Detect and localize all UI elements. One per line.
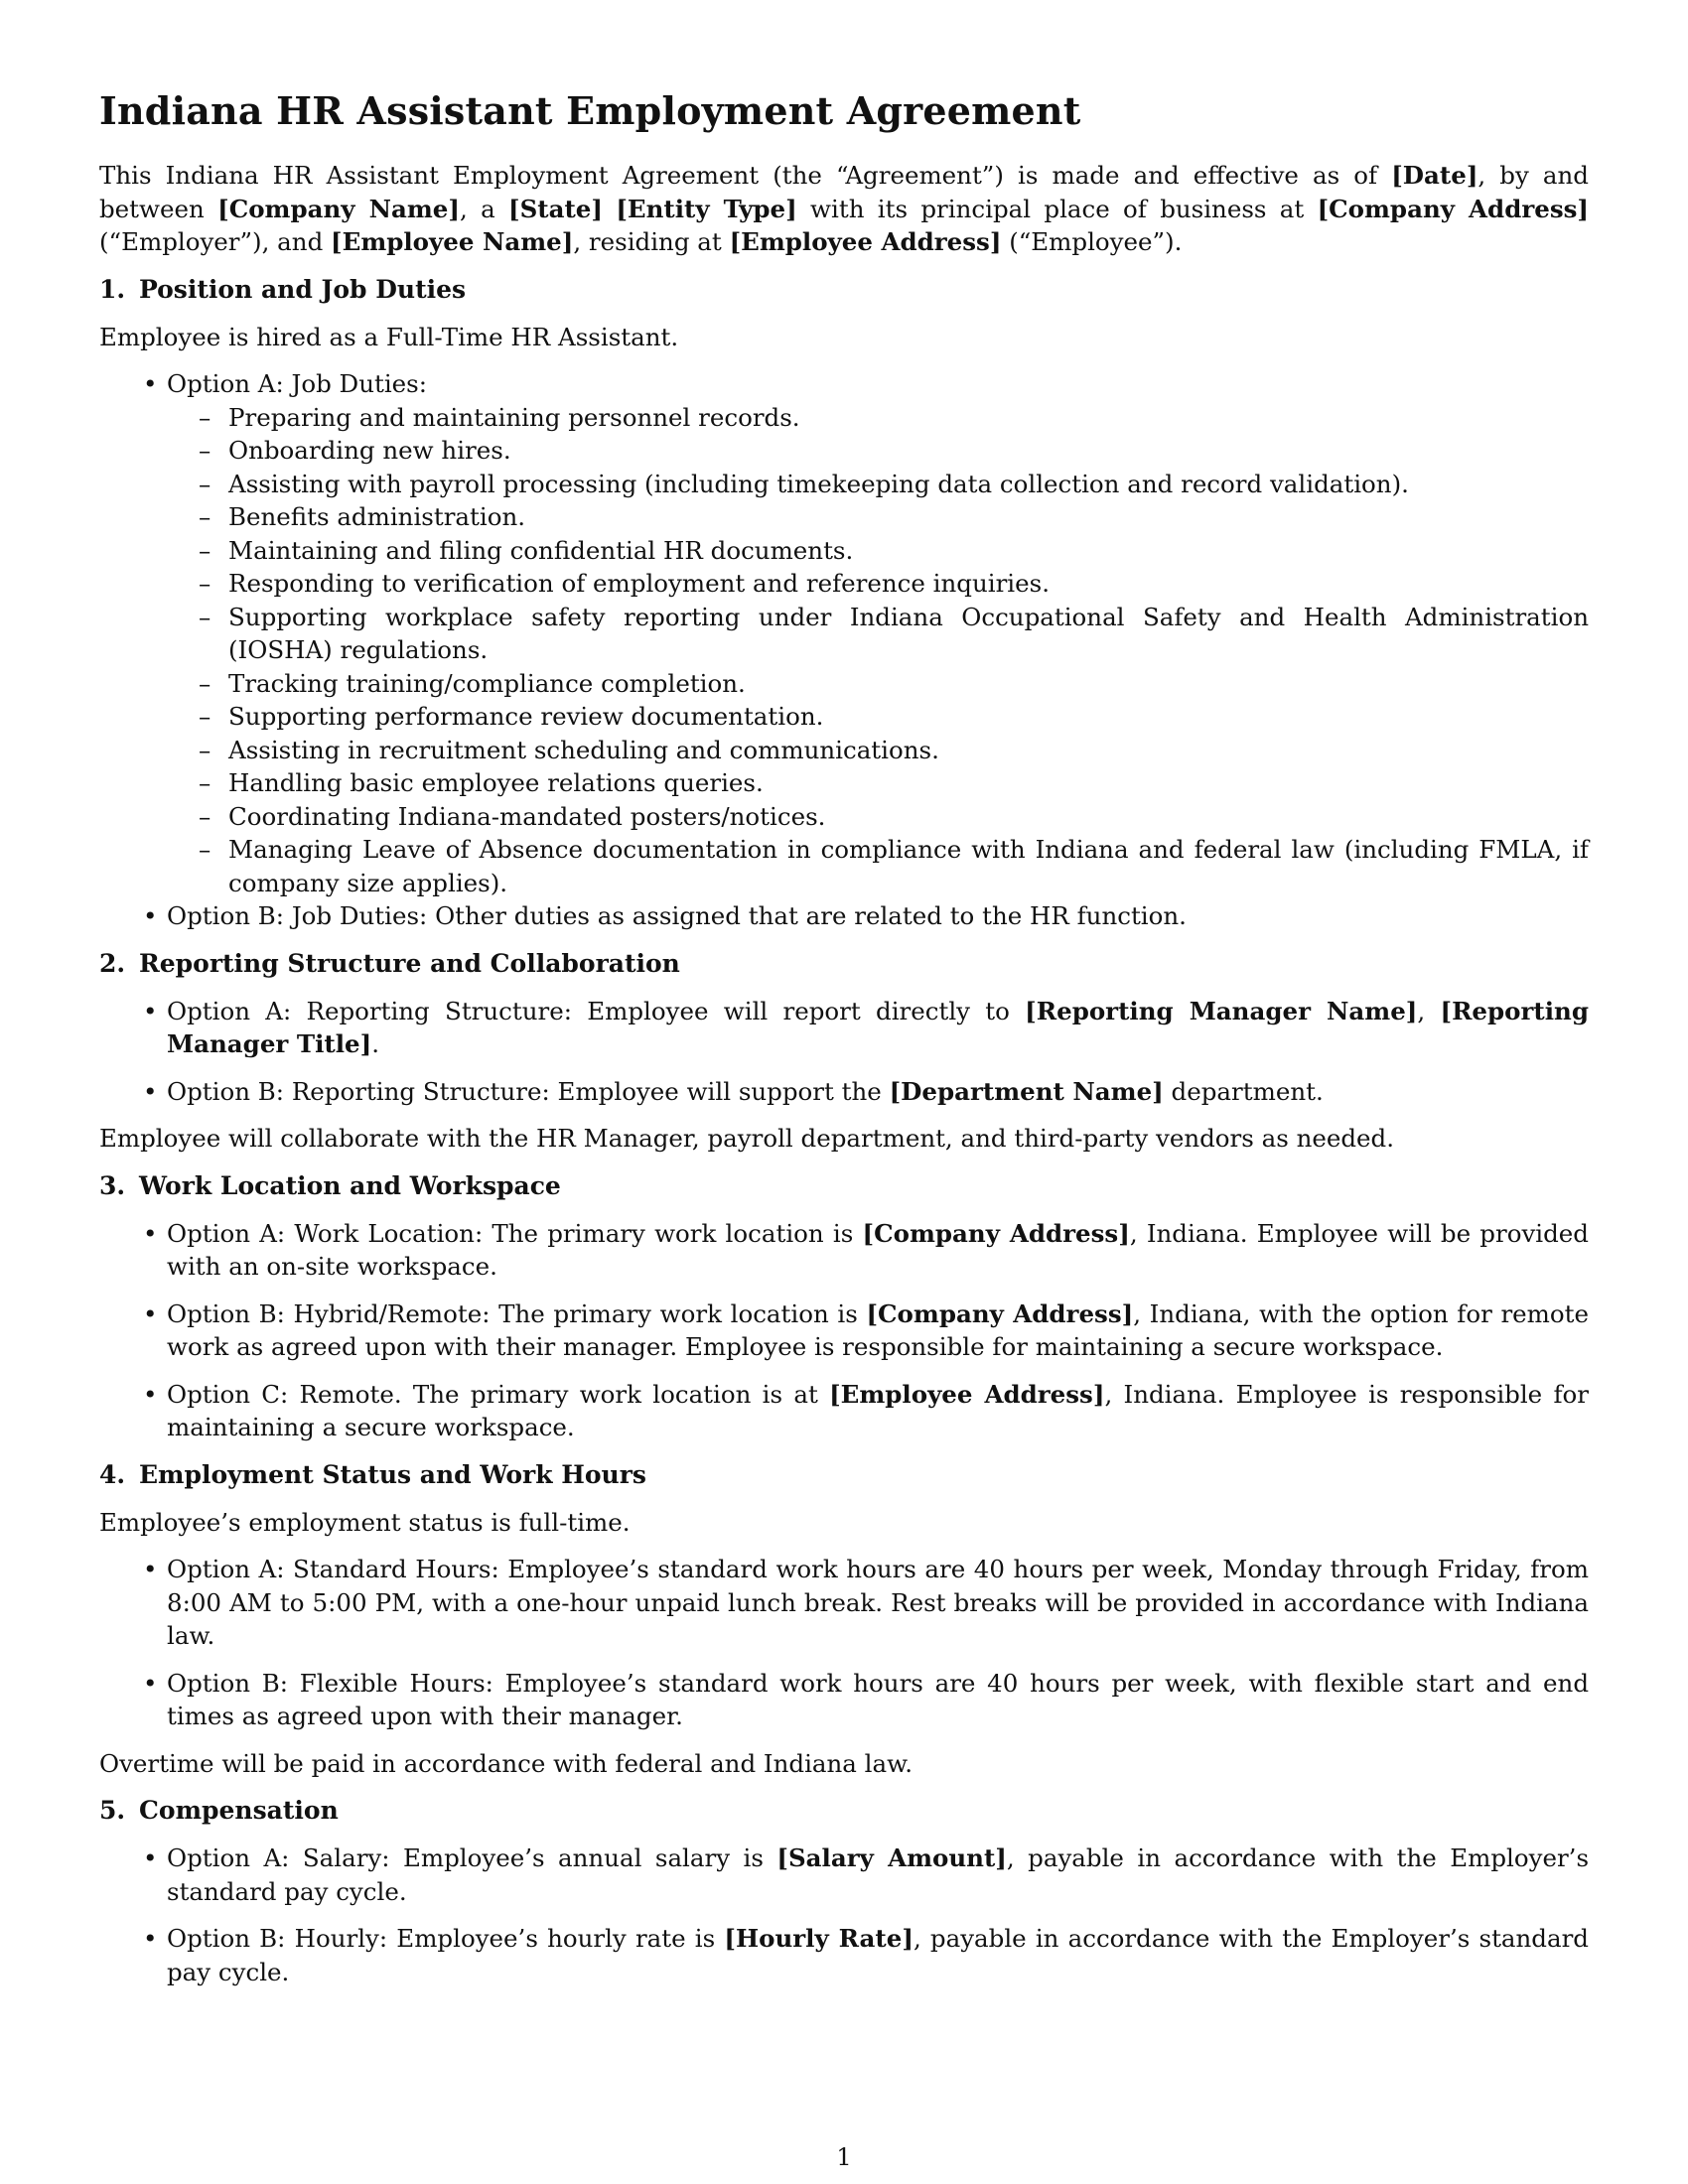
option-text: Option B: Hybrid/Remote: The primary work location is <box>167 1298 867 1328</box>
option-b-flexible-hours: • Option B: Flexible Hours: Employee’s standard work hours are 40 hours per week, with flexible start and end times as agreed upon with their manager. <box>167 1667 1589 1733</box>
section-title: Work Location and Workspace <box>139 1170 561 1200</box>
option-b-job-duties: • Option B: Job Duties: Other duties as assigned that are related to the HR function. <box>167 899 1589 933</box>
duty-item: – Managing Leave of Absence documentation in compliance with Indiana and federal law (including FMLA, if company size applies). <box>228 833 1589 899</box>
company-name-placeholder: [Company Name] <box>217 194 460 223</box>
section-5-heading <box>99 1794 1589 1828</box>
option-text: Option B: Reporting Structure: Employee will support the <box>167 1076 890 1106</box>
section-number: 4. <box>99 1459 126 1489</box>
section-number: 2. <box>99 948 126 978</box>
option-text: Option A: Salary: Employee’s annual salary is <box>167 1843 777 1872</box>
section-number: 5. <box>99 1796 126 1825</box>
section-2-heading <box>99 947 1589 981</box>
company-address-placeholder: [Company Address] <box>862 1218 1130 1248</box>
option-text: Option C: Remote. The primary work location is at <box>167 1379 830 1409</box>
section-4-options <box>99 1553 1589 1733</box>
hourly-rate-placeholder: [Hourly Rate] <box>724 1924 914 1953</box>
intro-text: (“Employer”), and <box>99 227 332 256</box>
option-text: , Indiana. Employee will be provided with an on-site workspace. <box>167 1218 1589 1281</box>
salary-placeholder: [Salary Amount] <box>776 1843 1007 1872</box>
employee-name-placeholder: [Employee Name] <box>331 227 574 256</box>
option-text: , payable in accordance with the Employer’s standard pay cycle. <box>167 1843 1590 1906</box>
duty-item: – Tracking training/compliance completion. <box>228 667 1589 701</box>
option-text: , payable in accordance with the Employer’s standard pay cycle. <box>167 1924 1589 1986</box>
duty-item: – Preparing and maintaining personnel records. <box>228 401 1589 435</box>
section-4-text: Employee’s employment status is full-time. <box>99 1507 631 1537</box>
company-address-placeholder: [Company Address] <box>866 1298 1134 1328</box>
intro-text: , residing at <box>573 227 730 256</box>
section-title: Compensation <box>139 1796 339 1825</box>
duty-item: – Supporting workplace safety reporting under Indiana Occupational Safety and Health Administration (IOSHA) regulations. <box>228 601 1589 667</box>
option-text: , Indiana. Employee is responsible for maintaining a secure workspace. <box>167 1379 1589 1441</box>
document-title: Indiana HR Assistant Employment Agreement <box>99 88 1081 133</box>
option-c-remote <box>167 1378 1589 1444</box>
option-a-salary <box>167 1842 1589 1908</box>
option-a-job-duties <box>167 367 1589 899</box>
duty-item: – Assisting in recruitment scheduling and communications. <box>228 734 1589 767</box>
option-label: Option A: Job Duties: <box>167 369 427 398</box>
section-1-heading <box>99 273 1589 307</box>
intro-text: with its principal place of business at <box>796 194 1318 223</box>
option-text: Option B: Hourly: Employee’s hourly rate is <box>167 1924 725 1953</box>
company-address-placeholder: [Company Address] <box>1317 194 1589 223</box>
section-4-heading <box>99 1458 1589 1492</box>
option-text: department. <box>1163 1076 1324 1106</box>
employee-address-placeholder: [Employee Address] <box>829 1379 1105 1409</box>
duty-item: – Responding to verification of employment and reference inquiries. <box>228 567 1589 601</box>
manager-title-placeholder: [Reporting Manager Title] <box>167 996 1589 1058</box>
duty-item: – Maintaining and filing confidential HR documents. <box>228 534 1589 568</box>
entity-type-placeholder: [Entity Type] <box>616 194 797 223</box>
section-1-options <box>99 367 1589 933</box>
duty-item: – Handling basic employee relations queries. <box>228 766 1589 800</box>
option-b-reporting <box>167 1075 1589 1109</box>
duty-item: – Onboarding new hires. <box>228 434 1589 468</box>
section-4-overtime: Overtime will be paid in accordance with federal and Indiana law. <box>99 1748 913 1778</box>
duty-item: – Benefits administration. <box>228 500 1589 534</box>
option-a-reporting <box>167 995 1589 1061</box>
section-2-collaboration: Employee will collaborate with the HR Manager, payroll department, and third-party vendors as needed. <box>99 1124 1395 1153</box>
option-text: . <box>371 1029 379 1058</box>
option-text: Option A: Reporting Structure: Employee will report directly to <box>167 996 1026 1025</box>
section-title: Position and Job Duties <box>139 274 467 304</box>
duties-list <box>167 401 1589 900</box>
option-a-standard-hours: • Option A: Standard Hours: Employee’s standard work hours are 40 hours per week, Monday through Friday, from 8:00 AM to 5:00 PM, with a one-hour unpaid lunch break. Rest breaks will be provided in accordance with Indiana law. <box>167 1553 1589 1653</box>
intro-text: (“Employee”). <box>1001 227 1183 256</box>
option-text: , <box>1417 996 1441 1025</box>
intro-text: This Indiana HR Assistant Employment Agreement (the “Agreement”) is made and effective as of <box>99 161 1392 190</box>
section-1-text: Employee is hired as a Full-Time HR Assistant. <box>99 322 679 351</box>
employee-address-placeholder: [Employee Address] <box>729 227 1002 256</box>
section-number: 1. <box>99 274 126 304</box>
section-3-options <box>99 1217 1589 1444</box>
section-title: Reporting Structure and Collaboration <box>139 948 680 978</box>
intro-text: , a <box>459 194 509 223</box>
section-5-options <box>99 1842 1589 1988</box>
document-page <box>99 87 1589 2002</box>
option-text: Option A: Work Location: The primary work location is <box>167 1218 863 1248</box>
page-number: 1 <box>836 2143 852 2171</box>
intro-paragraph <box>99 159 1589 259</box>
section-2-options <box>99 995 1589 1109</box>
section-3-heading <box>99 1169 1589 1203</box>
section-title: Employment Status and Work Hours <box>139 1459 646 1489</box>
duty-item: – Assisting with payroll processing (including timekeeping data collection and record validation). <box>228 468 1589 501</box>
state-placeholder: [State] <box>508 194 603 223</box>
section-number: 3. <box>99 1170 126 1200</box>
department-placeholder: [Department Name] <box>889 1076 1164 1106</box>
duty-item: – Coordinating Indiana-mandated posters/notices. <box>228 800 1589 834</box>
option-text: , Indiana, with the option for remote work as agreed upon with their manager. Employee is responsible for maintaining a secure workspace. <box>167 1298 1589 1361</box>
manager-name-placeholder: [Reporting Manager Name] <box>1025 996 1418 1025</box>
option-b-hybrid <box>167 1297 1589 1364</box>
option-a-location <box>167 1217 1589 1284</box>
duty-item: – Supporting performance review documentation. <box>228 700 1589 734</box>
date-placeholder: [Date] <box>1391 161 1478 190</box>
intro-text: , by and between <box>99 161 1589 223</box>
intro-text <box>603 195 616 223</box>
option-b-hourly <box>167 1922 1589 1988</box>
